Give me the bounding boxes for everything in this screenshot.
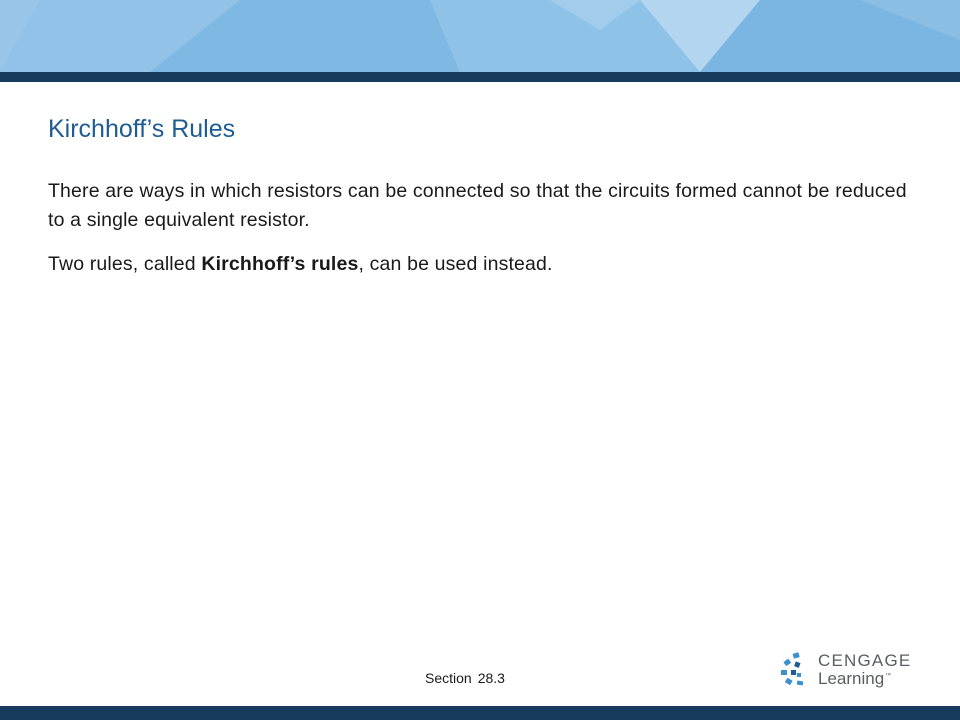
section-footer [425, 670, 505, 686]
logo-wordmark-cengage: CENGAGE [818, 651, 912, 670]
paragraph-2-prefix: Two rules, called [48, 253, 202, 275]
body-paragraph-2 [48, 250, 928, 279]
paragraph-2-bold-term: Kirchhoff’s rules [201, 253, 359, 275]
cengage-logo-icon [780, 652, 814, 686]
paragraph-2-suffix: , can be used instead. [358, 253, 553, 275]
logo-wordmark-learning [818, 669, 891, 689]
logo-learning-text: Learning [818, 669, 885, 688]
body-paragraph-1: There are ways in which resistors can be connected so that the circuits formed cannot be reduced to a single equivalent resistor. [48, 180, 907, 231]
cengage-logo [780, 650, 930, 692]
section-label: Section [425, 670, 472, 686]
slide-title: Kirchhoff’s Rules [48, 115, 236, 143]
trademark-symbol: ™ [885, 673, 892, 680]
section-number: 28.3 [477, 670, 505, 686]
header-banner [0, 0, 960, 72]
header-banner-graphic [0, 0, 960, 72]
footer-bar [0, 706, 960, 720]
header-bar [0, 72, 960, 82]
